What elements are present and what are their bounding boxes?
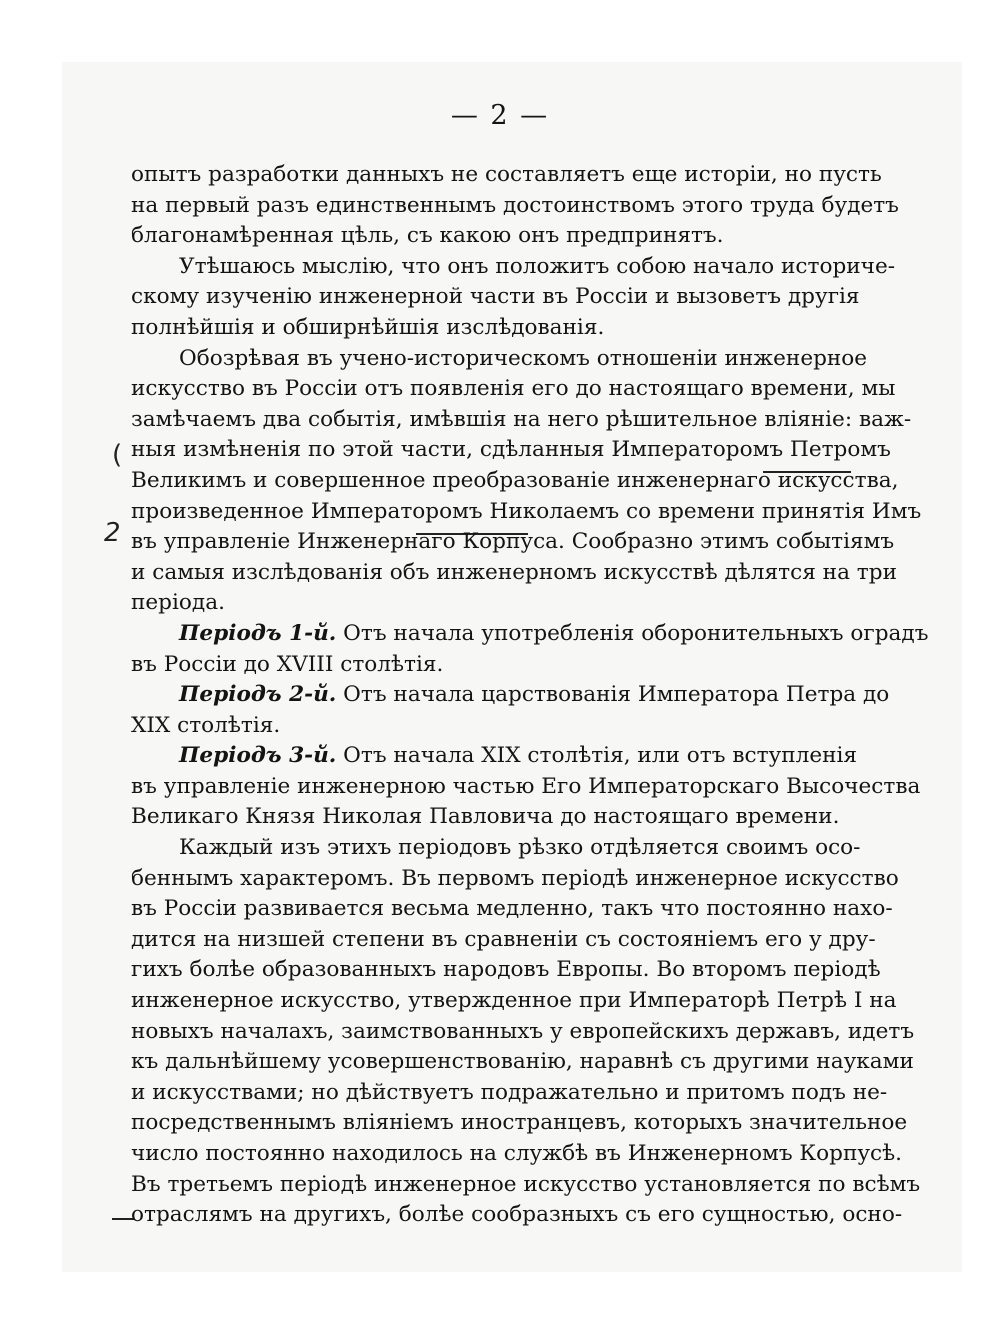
text-line: скому изученію инженерной части въ Россіи и вызоветъ другія — [131, 284, 860, 310]
page-number: — 2 — — [450, 100, 550, 131]
text-line: посредственнымъ вліяніемъ иностранцевъ, которыхъ значительное — [131, 1110, 908, 1136]
margin-mark-1: ( — [112, 440, 123, 470]
text-line: произведенное Императоромъ Николаемъ со времени принятія Имъ — [131, 498, 922, 524]
period-3-line — [131, 741, 858, 772]
text-line: на первый разъ единственнымъ достоинствомъ этого труда будетъ — [131, 192, 899, 218]
text-line: XIX столѣтія. — [131, 712, 281, 738]
period-1-text: Отъ начала употребленія оборонительныхъ оградъ — [343, 620, 929, 646]
period-1-label: Періодъ 1-й. — [179, 620, 337, 646]
text-line: въ управленіе Инженернаго Корпуса. Сообразно этимъ событіямъ — [131, 529, 895, 555]
text-line: инженерное искусство, утвержденное при Императорѣ Петрѣ I на — [131, 988, 897, 1014]
text-line: гихъ болѣе образованныхъ народовъ Европы. Во второмъ періодѣ — [131, 957, 881, 983]
period-2-text: Отъ начала царствованія Императора Петра до — [343, 682, 890, 708]
text-line: въ Россіи развивается весьма медленно, такъ что постоянно нахо- — [131, 896, 893, 922]
margin-mark-2: 2 — [104, 518, 121, 548]
text-line: и искусствами; но дѣйствуетъ подражательно и притомъ подъ не- — [131, 1079, 888, 1105]
text-line: число постоянно находилось на службѣ въ Инженерномъ Корпусѣ. — [131, 1141, 903, 1166]
period-1-line — [131, 619, 929, 650]
text-line: искусство въ Россіи отъ появленія его до настоящаго времени, мы — [131, 376, 896, 402]
period-2-label: Періодъ 2-й. — [179, 682, 337, 708]
text-line: Утѣшаюсь мыслію, что онъ положитъ собою начало историче- — [179, 253, 896, 279]
text-line: и самыя изслѣдованія объ инженерномъ искусствѣ дѣлятся на три — [131, 559, 897, 585]
text-line: въ Россіи до XVIII столѣтія. — [131, 651, 444, 677]
body-text — [131, 160, 929, 1231]
text-line: Великимъ и совершенное преобразованіе инженернаго искусства, — [131, 467, 899, 493]
text-line: замѣчаемъ два событія, имѣвшія на него рѣшительное вліяніе: важ- — [131, 406, 912, 432]
text-line: новыхъ началахъ, заимствованныхъ у европейскихъ державъ, идетъ — [131, 1018, 915, 1044]
text-line: опытъ разработки данныхъ не составляетъ еще исторіи, но пусть — [131, 162, 882, 187]
text-line: ныя измѣненія по этой части, сдѣланныя Императоромъ Петромъ — [131, 437, 891, 463]
period-3-label: Періодъ 3-й. — [179, 743, 337, 769]
text-line: Каждый изъ этихъ періодовъ рѣзко отдѣляется своимъ осо- — [179, 835, 861, 861]
text-line: полнѣйшія и обширнѣйшія изслѣдованія. — [131, 314, 605, 340]
text-line: къ дальнѣйшему усовершенствованію, наравнѣ съ другими науками — [131, 1049, 914, 1075]
text-line: Въ третьемъ періодѣ инженерное искусство установляется по всѣмъ — [131, 1171, 921, 1197]
text-line: отраслямъ на другихъ, болѣе сообразныхъ съ его сущностью, осно- — [131, 1202, 903, 1228]
text-line: Великаго Князя Николая Павловича до настоящаго времени. — [131, 804, 840, 830]
text-line: Обозрѣвая въ учено-историческомъ отношеніи инженерное — [179, 345, 868, 371]
text-line: беннымъ характеромъ. Въ первомъ періодѣ инженерное искусство — [131, 865, 899, 891]
text-line: періода. — [131, 590, 225, 616]
text-line: въ управленіе инженерною частью Его Императорскаго Высочества — [131, 773, 921, 799]
text-line: благонамѣренная цѣль, съ какою онъ предпринятъ. — [131, 223, 724, 249]
period-2-line — [131, 680, 890, 711]
period-3-text: Отъ начала XIX столѣтія, или отъ вступленія — [343, 743, 858, 769]
text-line: дится на низшей степени въ сравненіи съ состояніемъ его у дру- — [131, 926, 876, 952]
